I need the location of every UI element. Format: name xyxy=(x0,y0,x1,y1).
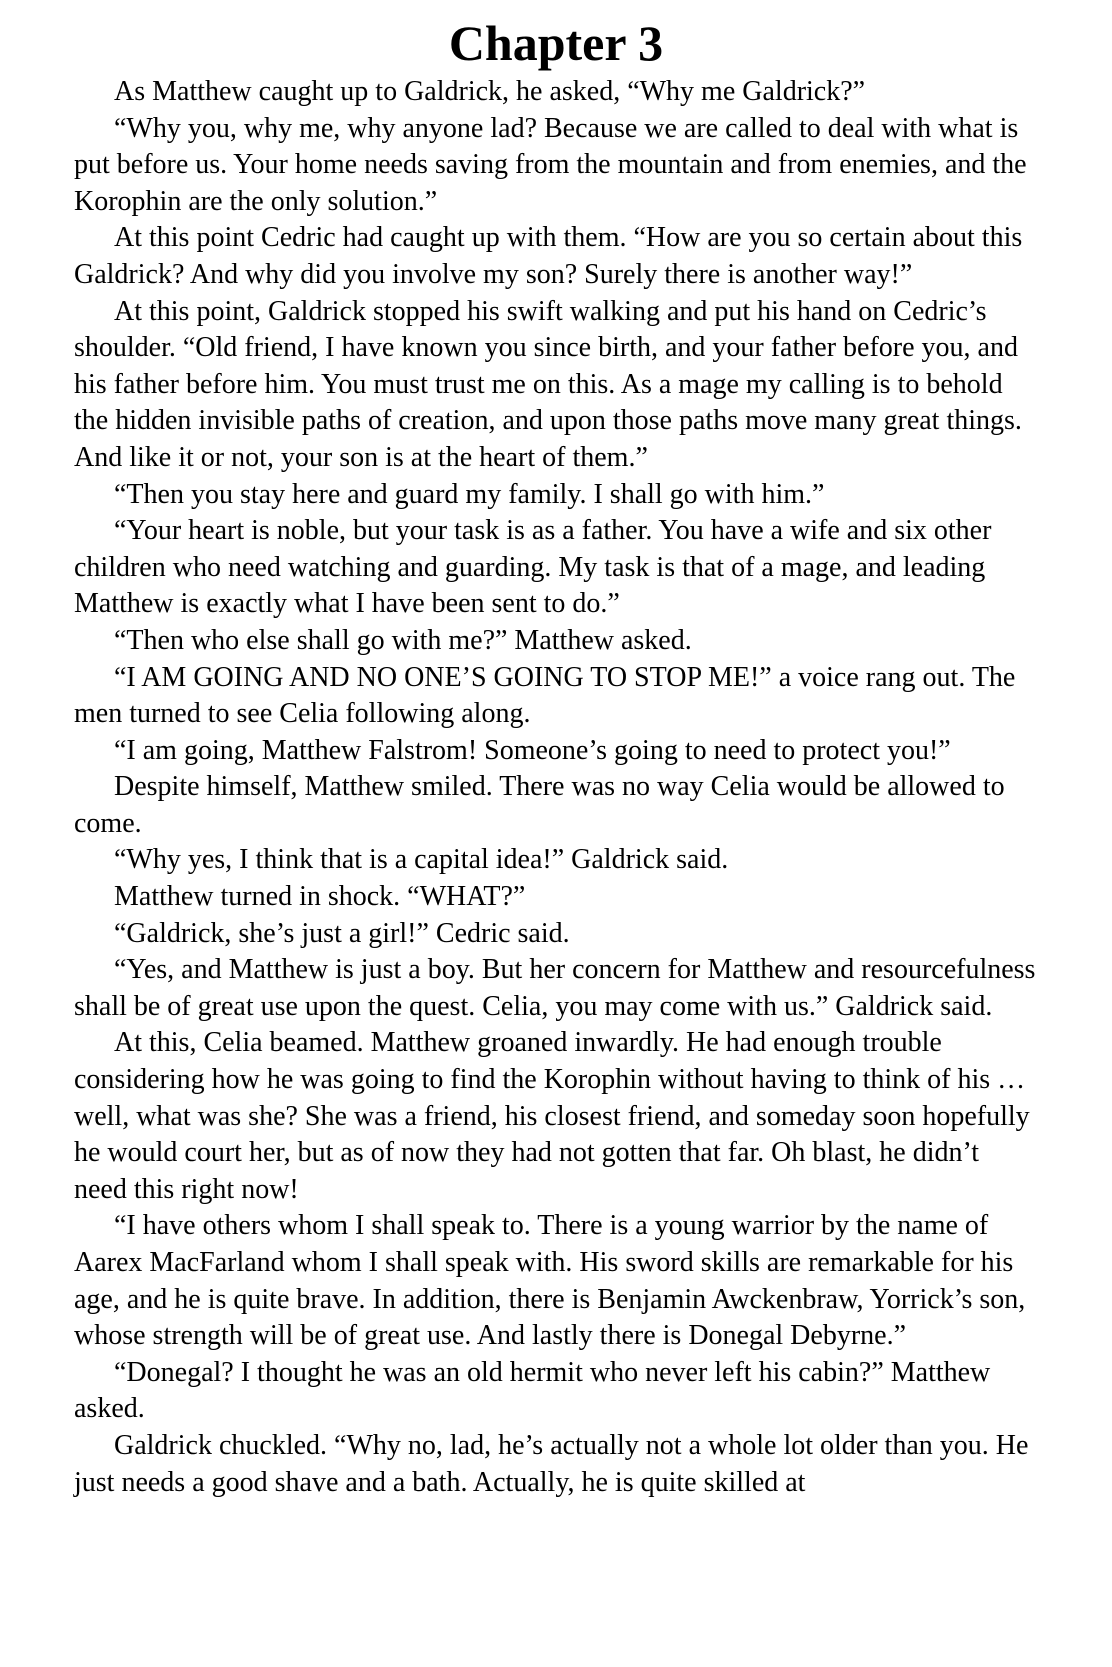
paragraph: “Donegal? I thought he was an old hermit who never left his cabin?” Matthew asked. xyxy=(74,1356,991,1425)
chapter-title: Chapter 3 xyxy=(448,15,664,71)
paragraph: “Yes, and Matthew is just a boy. But her concern for Matthew and resourcefulness shall be of great use upon the quest. Celia, you may come with us.” Galdrick said. xyxy=(74,954,1036,1022)
paragraph: At this point, Galdrick stopped his swift walking and put his hand on Cedric’s shoulder. “Old friend, I have known you since birth, and your father before you, and his father before him. You must trust me on this. As a mage my calling is to behold the hidden invisible paths of creation, and upon those paths move many great things. And like it or not, your son is at the heart of them.” xyxy=(74,295,1022,473)
paragraph: Despite himself, Matthew smiled. There was no way Celia would be allowed to come. xyxy=(74,771,1005,839)
paragraph: “I have others whom I shall speak to. There is a young warrior by the name of Aarex MacFarland whom I shall speak with. His sword skills are remarkable for his age, and he is quite brave. In addition, there is Benjamin Awckenbraw, Yorrick’s son, whose strength will be of great use. And lastly there is Donegal Debyrne.” xyxy=(74,1210,1026,1352)
paragraph: At this, Celia beamed. Matthew groaned inwardly. He had enough trouble considering how he was going to find the Korophin without having to think of his …well, what was she? She was a friend, his closest friend, and someday soon hopefully he would court her, but as of now they had not gotten that far. Oh blast, he didn’t need this right now! xyxy=(74,1027,1030,1205)
paragraph: “Then you stay here and guard my family. I shall go with him.” xyxy=(114,478,825,510)
paragraph: “I am going, Matthew Falstrom! Someone’s going to need to protect you!” xyxy=(114,734,951,766)
paragraph: “Then who else shall go with me?” Matthew asked. xyxy=(114,624,692,656)
paragraph: “Why yes, I think that is a capital idea!” Galdrick said. xyxy=(114,844,729,876)
paragraph: “I AM GOING AND NO ONE’S GOING TO STOP ME!” a voice rang out. The men turned to see Celia following along. xyxy=(74,661,1016,730)
paragraph: “Why you, why me, why anyone lad? Because we are called to deal with what is put before us. Your home needs saving from the mountain and from enemies, and the Korophin are the only solution.” xyxy=(74,112,1027,217)
paragraph: At this point Cedric had caught up with them. “How are you so certain about this Galdrick? And why did you involve my son? Surely there is another way!” xyxy=(74,222,1023,290)
paragraph: “Your heart is noble, but your task is as a father. You have a wife and six other children who need watching and guarding. My task is that of a mage, and leading Matthew is exactly what I have been sent to do.” xyxy=(74,515,992,620)
paragraph: “Galdrick, she’s just a girl!” Cedric said. xyxy=(114,917,570,949)
paragraph: As Matthew caught up to Galdrick, he asked, “Why me Galdrick?” xyxy=(114,76,866,107)
paragraph: Matthew turned in shock. “WHAT?” xyxy=(114,881,526,913)
chapter-body xyxy=(74,74,1038,1501)
paragraph: Galdrick chuckled. “Why no, lad, he’s actually not a whole lot older than you. He just needs a good shave and a bath. Actually, he is quite skilled at xyxy=(74,1429,1029,1498)
